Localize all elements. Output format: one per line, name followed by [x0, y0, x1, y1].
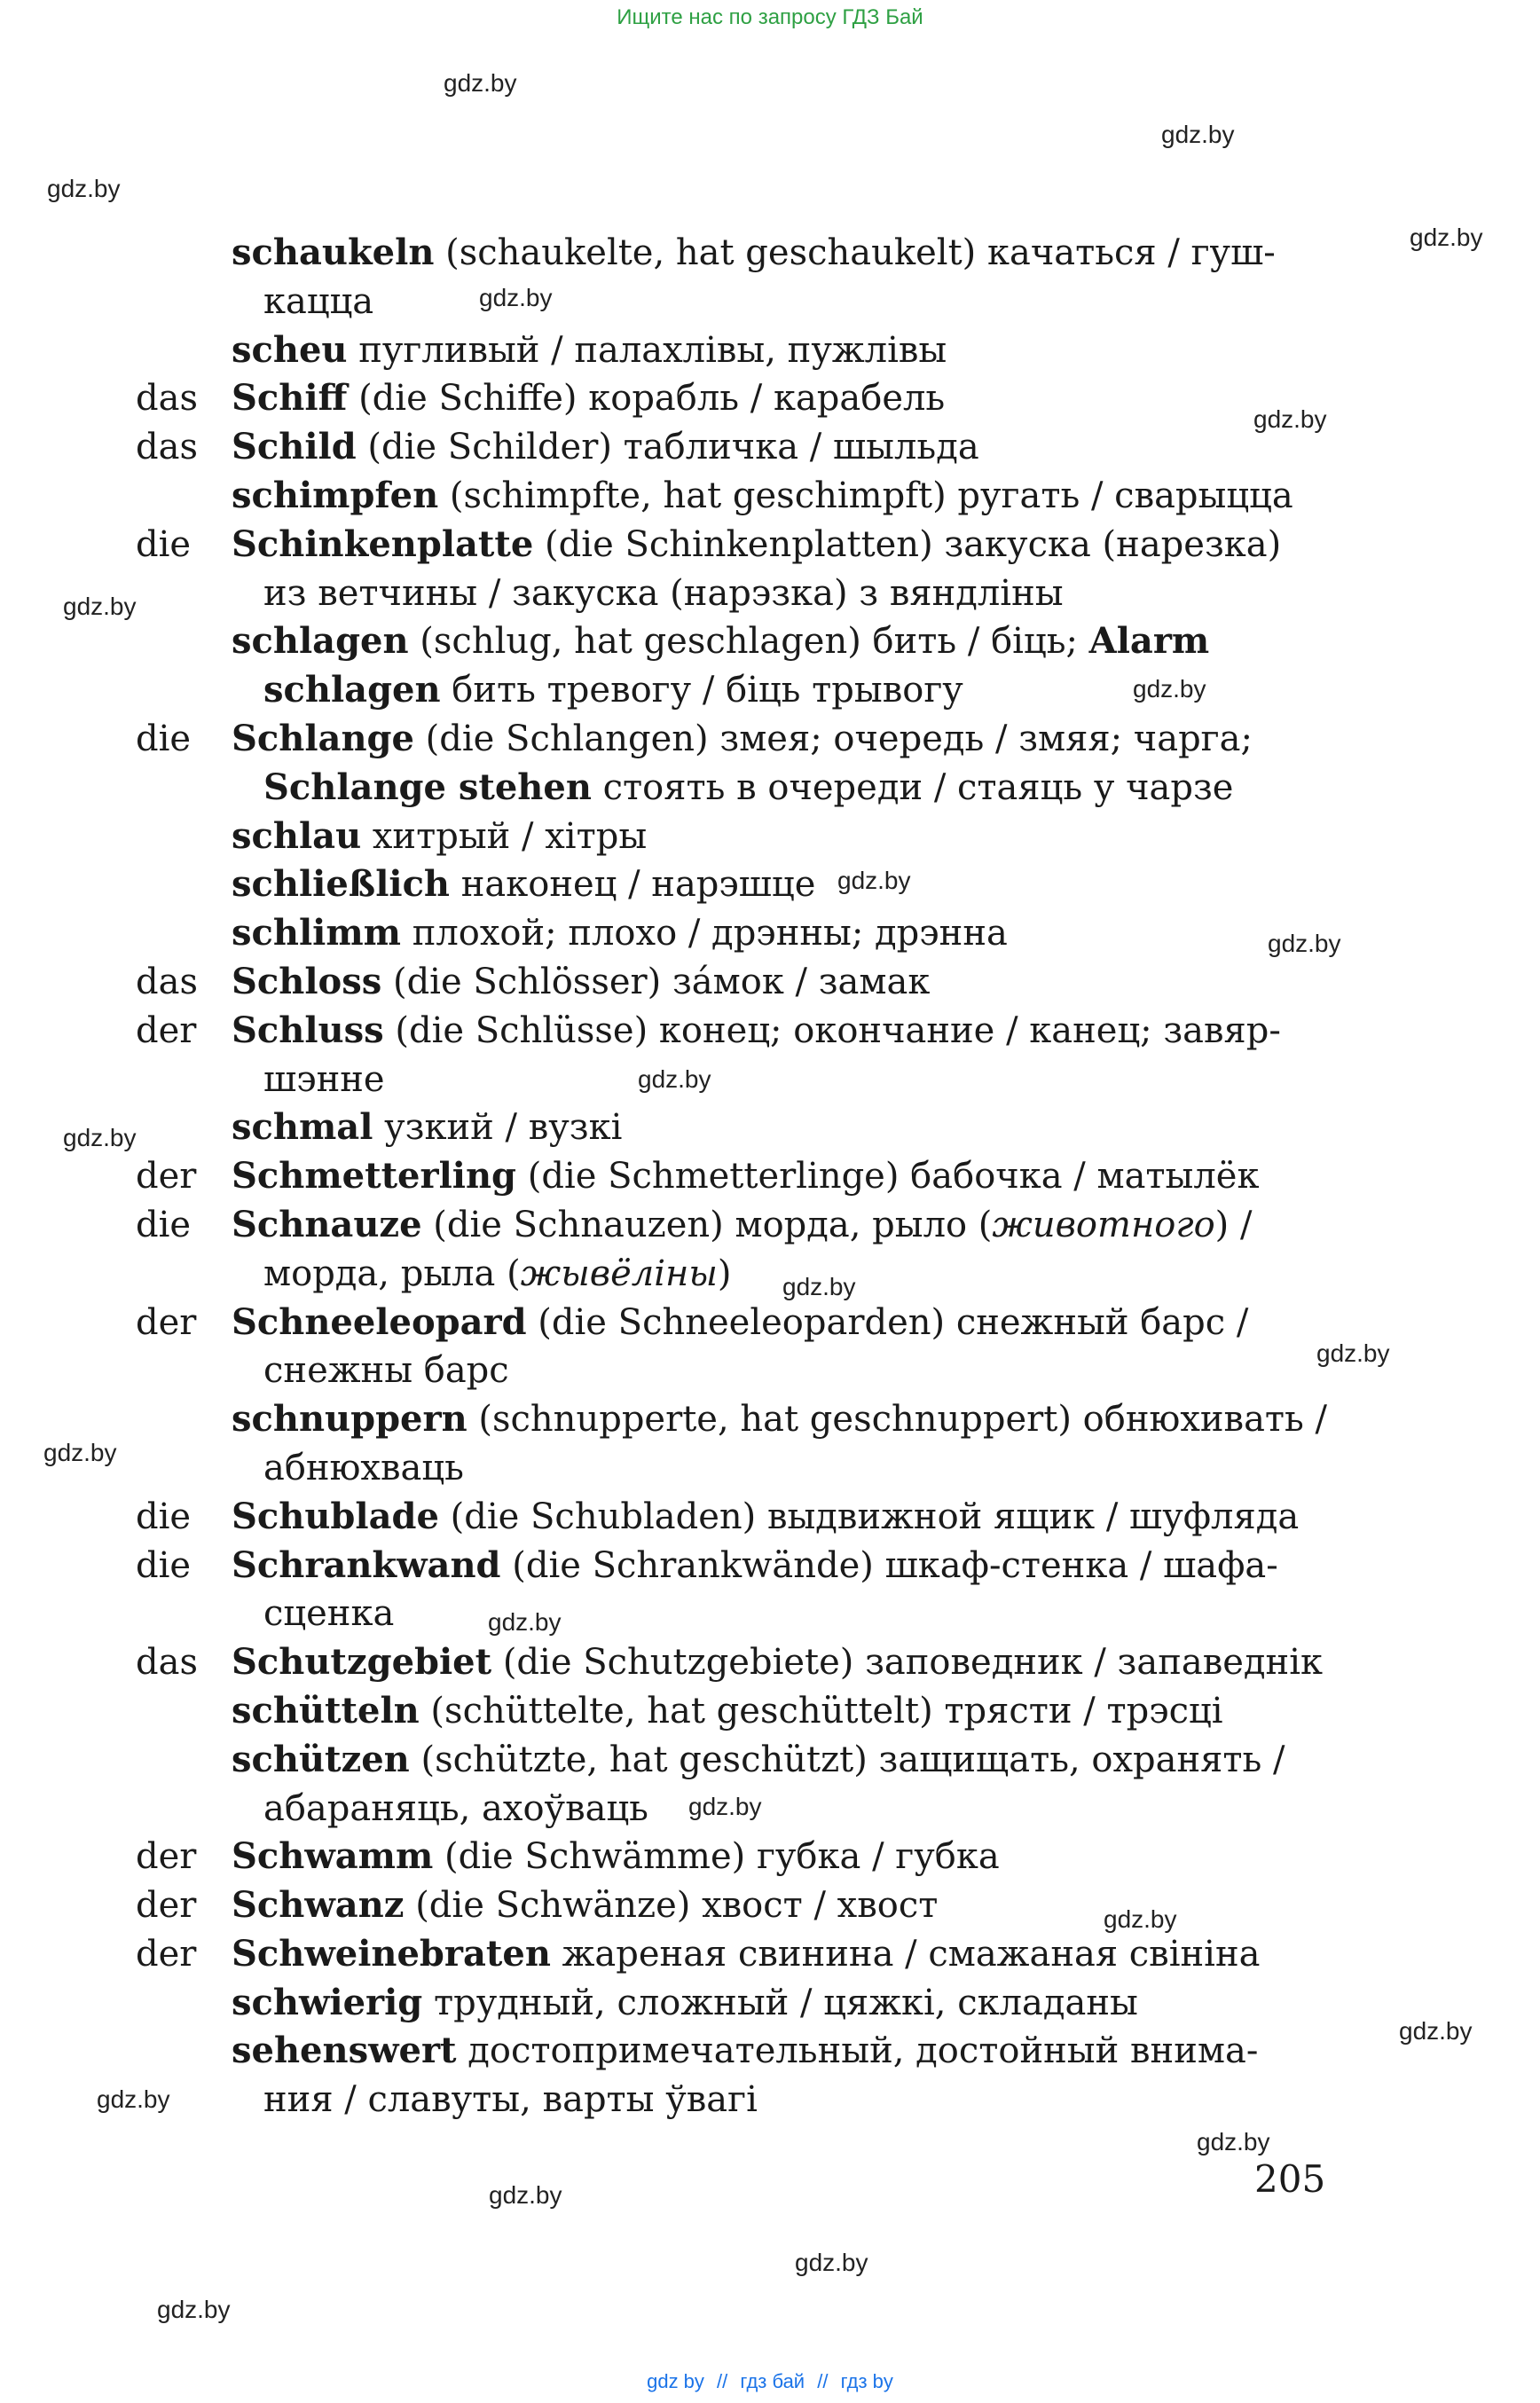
entry-headline	[232, 1007, 1281, 1056]
translation-text: достопримечательный, достойный внима-	[456, 2030, 1259, 2072]
entry-headline	[232, 715, 1253, 764]
entry-line	[0, 521, 1540, 569]
dictionary-entry	[0, 1493, 1540, 1542]
entry-headline	[232, 1833, 1000, 1881]
headword: sehenswert	[232, 2030, 457, 2072]
entry-line	[0, 909, 1540, 958]
entry-headline	[232, 1979, 1138, 2028]
entry-line	[0, 1833, 1540, 1881]
entry-line	[0, 617, 1540, 666]
entry-continuation	[263, 1444, 464, 1493]
entry-line	[0, 1542, 1540, 1590]
entry-article: das	[136, 378, 198, 420]
entry-line	[0, 1201, 1540, 1250]
headword: Schloss	[232, 960, 382, 1002]
dictionary-entry	[0, 1542, 1540, 1639]
translation-text: из ветчины / закуска (нарэзка) з вяндліны	[263, 572, 1064, 614]
dictionary-entry	[0, 860, 1540, 909]
entry-article: der	[136, 1885, 197, 1927]
headword: Schublade	[232, 1495, 439, 1537]
entry-headline	[232, 1736, 1285, 1785]
headword: schmal	[232, 1106, 373, 1149]
entry-headline	[232, 326, 947, 375]
headword: schütteln	[232, 1689, 420, 1732]
entry-headline	[232, 1299, 1248, 1347]
watermark: gdz.by	[43, 1439, 117, 1466]
entry-line	[0, 1590, 1540, 1638]
dictionary-entry	[0, 423, 1540, 472]
entry-article: die	[136, 1544, 192, 1586]
dictionary-entry	[0, 1881, 1540, 1930]
entry-line	[0, 1493, 1540, 1542]
entry-article: die	[136, 523, 192, 565]
entry-continuation	[263, 278, 373, 326]
entry-headline	[232, 472, 1293, 521]
entry-line	[0, 1299, 1540, 1347]
watermark: gdz.by	[795, 2249, 868, 2276]
entry-line	[0, 326, 1540, 375]
translation-text: стоять в очереди / стаяць у чарзе	[591, 766, 1234, 808]
entry-article: die	[136, 1204, 192, 1245]
watermark: gdz.by	[488, 1608, 562, 1636]
dictionary-entry	[0, 958, 1540, 1007]
dictionary-entry	[0, 1201, 1540, 1299]
footer-link[interactable]: гдз бай	[740, 2370, 805, 2392]
translation-text: плохой; плохо / дрэнны; дрэнна	[401, 913, 1008, 954]
headword: schützen	[232, 1738, 410, 1780]
translation-text: (schaukelte, hat geschaukelt) качаться / гуш-	[434, 232, 1276, 273]
entry-article: der	[136, 1933, 197, 1975]
watermark: gdz.by	[1133, 675, 1206, 703]
headword: schlagen	[263, 669, 441, 711]
top-banner[interactable]: Ищите нас по запросу ГДЗ Бай	[617, 5, 923, 29]
translation-text: (schlug, hat geschlagen) бить / біць;	[408, 621, 1089, 663]
watermark: gdz.by	[688, 1793, 762, 1820]
translation-text: жареная свинина / смажаная свініна	[550, 1933, 1261, 1975]
entry-line	[0, 1785, 1540, 1834]
watermark: gdz.by	[1253, 405, 1327, 433]
entry-line	[0, 1007, 1540, 1056]
translation-text: шэнне	[263, 1058, 385, 1100]
dictionary-entry	[0, 1007, 1540, 1104]
entry-article: der	[136, 1156, 197, 1198]
headword: Schinkenplatte	[232, 522, 534, 565]
entry-line	[0, 860, 1540, 909]
watermark: gdz.by	[1197, 2128, 1270, 2156]
dictionary-entry	[0, 1395, 1540, 1493]
translation-text: пугливый / палахлівы, пужлівы	[347, 329, 947, 371]
translation-text: (die Schwänze) хвост / хвост	[404, 1885, 939, 1927]
dictionary-entry	[0, 715, 1540, 813]
entry-headline	[232, 1152, 1259, 1201]
footer-separator: //	[717, 2370, 728, 2392]
watermark: gdz.by	[97, 2085, 170, 2113]
translation-text: узкий / вузкі	[373, 1107, 623, 1149]
entry-headline	[232, 1493, 1299, 1542]
entry-line	[0, 278, 1540, 326]
entry-line	[0, 1056, 1540, 1104]
entry-headline	[232, 374, 945, 423]
translation-text: бить тревогу / біць трывогу	[440, 670, 963, 711]
dictionary-entry	[0, 374, 1540, 423]
translation-text: (schützte, hat geschützt) защищать, охранять /	[409, 1739, 1285, 1780]
entry-line	[0, 1881, 1540, 1930]
dictionary-entry	[0, 1299, 1540, 1396]
headword: Schneeleopard	[232, 1300, 527, 1343]
entry-headline	[232, 1103, 622, 1152]
dictionary-entry	[0, 229, 1540, 326]
entry-headline	[232, 1638, 1323, 1687]
translation-text: снежны барс	[263, 1350, 509, 1392]
entry-line	[0, 1103, 1540, 1152]
entry-headline	[232, 1881, 938, 1930]
watermark: gdz.by	[782, 1273, 856, 1300]
entry-line	[0, 1979, 1540, 2028]
dictionary-entries	[0, 229, 1540, 2124]
watermark: gdz.by	[63, 1124, 137, 1151]
translation-text: (schnupperte, hat geschnuppert) обнюхивать /	[467, 1399, 1328, 1441]
dictionary-entry	[0, 521, 1540, 618]
entry-line	[0, 423, 1540, 472]
entry-line	[0, 813, 1540, 861]
translation-text: (schüttelte, hat geschüttelt) трясти / трэсці	[419, 1690, 1223, 1732]
translation-text: (die Schrankwände) шкаф-стенка / шафа-	[500, 1544, 1278, 1586]
translation-text: (die Schinkenplatten) закуска (нарезка)	[533, 523, 1282, 565]
dictionary-entry	[0, 1103, 1540, 1152]
headword: Schild	[232, 426, 357, 468]
watermark: gdz.by	[1399, 2017, 1473, 2045]
entry-headline	[232, 1201, 1252, 1250]
entry-headline	[232, 909, 1008, 958]
dictionary-entry	[0, 1979, 1540, 2028]
watermark: gdz.by	[837, 867, 911, 894]
headword: schlimm	[232, 912, 401, 954]
translation-text: хитрый / хітры	[361, 815, 648, 857]
entry-continuation	[263, 1785, 648, 1834]
translation-text: трудный, сложный / цяжкі, складаны	[422, 1982, 1138, 2023]
footer-link[interactable]: гдз by	[840, 2370, 893, 2392]
headword: Schlange stehen	[263, 766, 592, 808]
dictionary-entry	[0, 472, 1540, 521]
headword: schließlich	[232, 863, 451, 906]
entry-article: das	[136, 427, 198, 468]
headword: schimpfen	[232, 474, 439, 516]
translation-text: ния / славуты, варты ўвагі	[263, 2079, 758, 2121]
entry-article: der	[136, 1301, 197, 1343]
entry-line	[0, 472, 1540, 521]
watermark: gdz.by	[489, 2181, 562, 2209]
headword: schlagen	[232, 620, 409, 663]
entry-line	[0, 374, 1540, 423]
translation-text: (die Schmetterlinge) бабочка / матылёк	[516, 1156, 1260, 1198]
entry-line	[0, 1638, 1540, 1687]
headword: Schwanz	[232, 1884, 405, 1927]
entry-line	[0, 569, 1540, 618]
entry-headline	[232, 1542, 1278, 1590]
dictionary-entry	[0, 1833, 1540, 1881]
italic-note: животного	[992, 1204, 1215, 1245]
entry-continuation	[263, 1250, 732, 1299]
entry-line	[0, 2027, 1540, 2076]
footer-separator: //	[817, 2370, 829, 2392]
translation-text: (die Schubladen) выдвижной ящик / шуфляда	[438, 1496, 1300, 1537]
entry-line	[0, 715, 1540, 764]
entry-article: die	[136, 718, 192, 759]
entry-line	[0, 1347, 1540, 1395]
entry-line	[0, 958, 1540, 1007]
entry-headline	[232, 617, 1209, 666]
headword: Schiff	[232, 377, 348, 420]
entry-continuation	[263, 764, 1233, 813]
entry-continuation	[263, 1056, 385, 1104]
entry-continuation	[263, 569, 1064, 618]
headword: Schlange	[232, 717, 414, 759]
headword: schwierig	[232, 1981, 423, 2023]
entry-headline	[232, 1930, 1260, 1979]
translation-text: (die Schutzgebiete) заповедник / запаведнік	[491, 1642, 1324, 1684]
entry-line	[0, 2076, 1540, 2124]
translation-text: сценка	[263, 1593, 395, 1635]
translation-text: (schimpfte, hat geschimpft) ругать / сварыцца	[438, 475, 1293, 516]
headword: Schwamm	[232, 1835, 434, 1878]
headword: schlau	[232, 814, 362, 857]
translation-text: )	[717, 1253, 732, 1294]
dictionary-entry	[0, 1152, 1540, 1201]
entry-headline	[232, 860, 815, 909]
headword: Alarm	[1088, 620, 1210, 663]
dictionary-entry	[0, 1930, 1540, 1979]
watermark: gdz.by	[444, 69, 517, 97]
watermark: gdz.by	[638, 1065, 711, 1093]
dictionary-entry	[0, 2027, 1540, 2124]
entry-line	[0, 666, 1540, 715]
entry-continuation	[263, 1347, 509, 1395]
translation-text: ) /	[1214, 1204, 1253, 1245]
watermark: gdz.by	[1104, 1905, 1177, 1933]
entry-line	[0, 1152, 1540, 1201]
footer-link[interactable]: gdz by	[647, 2370, 704, 2392]
entry-line	[0, 1444, 1540, 1493]
watermark: gdz.by	[157, 2296, 231, 2323]
translation-text: (die Schnauzen) морда, рыло (	[421, 1204, 993, 1245]
translation-text: (die Schlösser) за́мок / замак	[381, 961, 931, 1002]
watermark: gdz.by	[479, 284, 553, 311]
entry-headline	[232, 2027, 1258, 2076]
dictionary-entry	[0, 617, 1540, 715]
entry-continuation	[263, 2076, 758, 2124]
headword: Schweinebraten	[232, 1932, 551, 1975]
dictionary-entry	[0, 1687, 1540, 1736]
translation-text: (die Schlüsse) конец; окончание / канец; завяр-	[383, 1009, 1281, 1051]
translation-text: (die Schilder) табличка / шыльда	[356, 427, 979, 468]
entry-line	[0, 1395, 1540, 1444]
dictionary-entry	[0, 1638, 1540, 1687]
entry-line	[0, 1250, 1540, 1299]
translation-text: (die Schneeleoparden) снежный барс /	[526, 1301, 1249, 1343]
page-number: 205	[1254, 2157, 1326, 2201]
dictionary-entry	[0, 326, 1540, 375]
translation-text: морда, рыла (	[263, 1253, 521, 1294]
entry-headline	[232, 1687, 1223, 1736]
headword: Schluss	[232, 1009, 384, 1051]
entry-article: der	[136, 1009, 197, 1051]
translation-text: (die Schlangen) змея; очередь / змяя; чарга;	[413, 718, 1253, 759]
translation-text: (die Schiffe) корабль / карабель	[347, 378, 946, 420]
entry-headline	[232, 813, 647, 861]
dictionary-entry	[0, 813, 1540, 861]
entry-continuation	[263, 666, 963, 715]
entry-article: das	[136, 1642, 198, 1684]
translation-text: наконец / нарэшце	[450, 864, 816, 906]
headword: scheu	[232, 328, 348, 371]
entry-headline	[232, 958, 930, 1007]
headword: schnuppern	[232, 1398, 468, 1441]
entry-headline	[232, 521, 1281, 569]
translation-text: кацца	[263, 280, 374, 322]
entry-line	[0, 764, 1540, 813]
entry-line	[0, 1736, 1540, 1785]
entry-headline	[232, 229, 1276, 278]
headword: Schnauze	[232, 1203, 422, 1245]
dictionary-entry	[0, 1736, 1540, 1834]
dictionary-entry	[0, 909, 1540, 958]
watermark: gdz.by	[1316, 1339, 1390, 1367]
watermark: gdz.by	[1268, 930, 1341, 957]
watermark: gdz.by	[63, 593, 137, 620]
entry-headline	[232, 1395, 1327, 1444]
entry-article: das	[136, 961, 198, 1002]
watermark: gdz.by	[1161, 121, 1235, 148]
headword: Schmetterling	[232, 1155, 517, 1198]
entry-line	[0, 229, 1540, 278]
translation-text: абнюхваць	[263, 1447, 464, 1488]
headword: Schutzgebiet	[232, 1641, 492, 1684]
entry-article: die	[136, 1496, 192, 1537]
italic-note: жывёліны	[520, 1253, 718, 1294]
entry-headline	[232, 423, 979, 472]
headword: Schrankwand	[232, 1543, 501, 1586]
entry-line	[0, 1930, 1540, 1979]
watermark: gdz.by	[1410, 224, 1483, 251]
translation-text: (die Schwämme) губка / губка	[433, 1836, 1000, 1878]
entry-article: der	[136, 1836, 197, 1878]
entry-continuation	[263, 1590, 394, 1638]
watermark: gdz.by	[47, 175, 121, 202]
entry-line	[0, 1687, 1540, 1736]
footer-links	[0, 2370, 1540, 2393]
translation-text: абараняць, ахоўваць	[263, 1787, 648, 1829]
headword: schaukeln	[232, 232, 435, 273]
